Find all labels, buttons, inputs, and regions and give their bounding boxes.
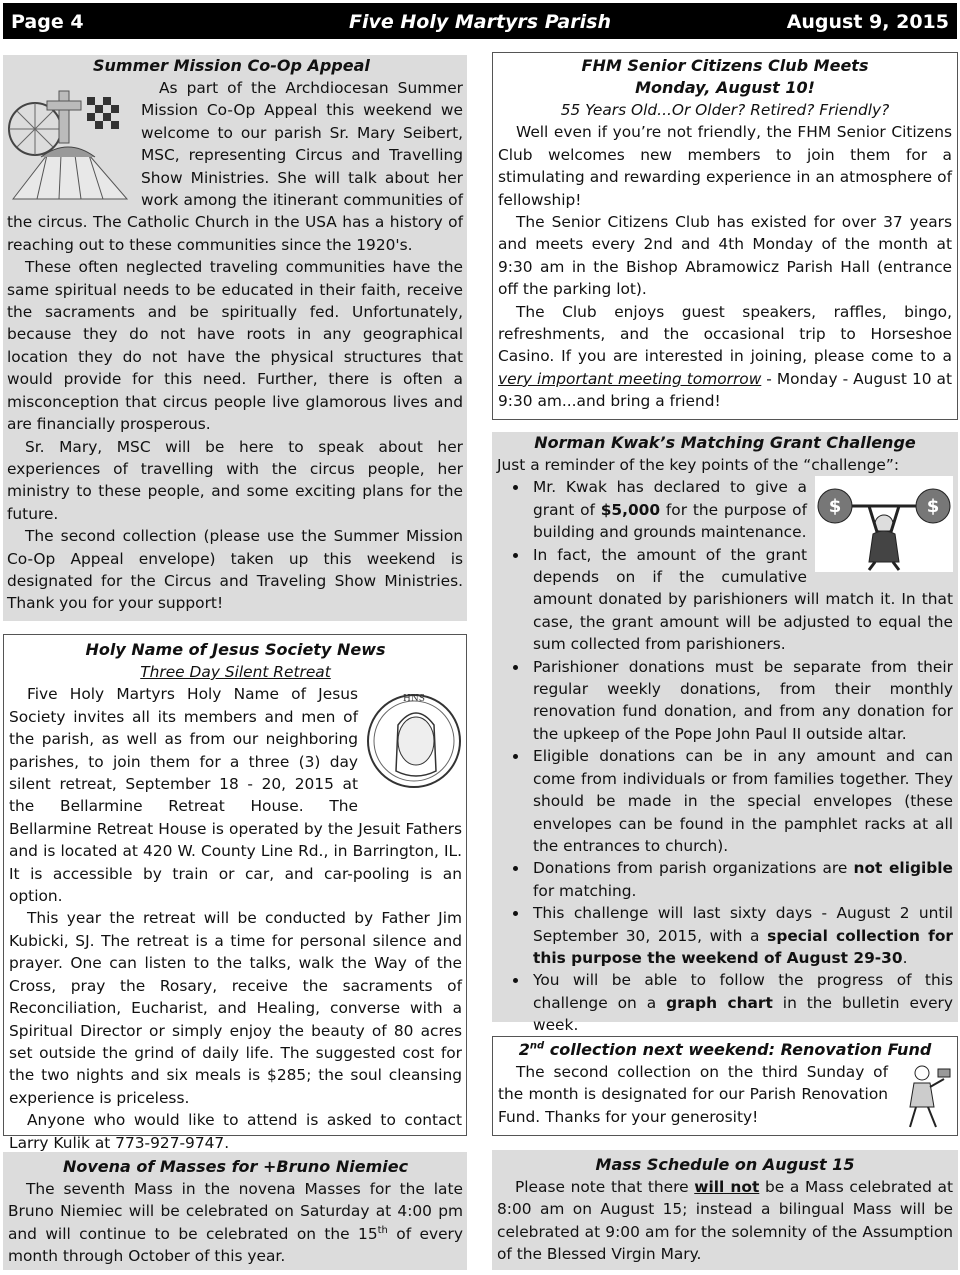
grant-point-3: • Parishioner donations must be separate from their regular weekly donations, from their monthly renovation fund donation, and from any donation for the upkeep of the Pope John Paul II outside altar. [529, 656, 953, 746]
person-with-money-image [896, 1063, 952, 1129]
senior-club-date: Monday, August 10! [635, 78, 815, 97]
senior-club-paragraph-2: The Senior Citizens Club has existed for over 37 years and meets every 2nd and 4th Monday of the month at 9:30 am in the Bishop Abramowicz Parish Hall (entrance off the parking lot). [498, 213, 952, 299]
senior-club-article [492, 52, 958, 420]
holy-name-article [3, 634, 467, 1152]
holy-name-subtitle: Three Day Silent Retreat [140, 663, 331, 681]
novena-article [3, 1152, 467, 1270]
grant-point-7: • You will be able to follow the progress of this challenge on a graph chart in the bulletin every week. [529, 969, 953, 1036]
senior-club-paragraph-1: Well even if you’re not friendly, the FHM Senior Citizens Club welcomes new members to join them for a stimulating and rewarding experience in an atmosphere of fellowship! [498, 123, 952, 209]
page-number: Page 4 [11, 11, 84, 33]
dollar-icon-right: $ [926, 496, 940, 518]
summer-mission-paragraph-3: Sr. Mary, MSC will be here to speak about her experiences of travelling with the circus people, her ministry to these people, and some exciting plans for the future. [7, 437, 463, 523]
parish-name: Five Holy Martyrs Parish [349, 11, 611, 33]
summer-mission-article [3, 55, 467, 621]
holy-name-paragraph-2: This year the retreat will be conducted by Father Jim Kubicki, SJ. The retreat is a time for personal silence and prayer. One can listen to the talks, walk the Way of the Cross, pray the Rosary, receive the sacraments of Reconciliation, Eucharist, and Healing, converse with a Spiritual Director or simply enjoy the beauty of 80 acres set outside the grind of daily life. The suggested cost for the two nights and six meals is $285; the soul cleansing experience is priceless. [9, 909, 462, 1107]
holy-name-title: Holy Name of Jesus Society News [85, 640, 386, 659]
renovation-fund-article [492, 1036, 958, 1136]
weightlifter-money-image [815, 476, 953, 572]
grant-challenge-intro: Just a reminder of the key points of the “challenge”: [497, 456, 900, 474]
renovation-fund-title: 2nd collection next weekend: Renovation Fund [518, 1040, 932, 1059]
grant-point-4: • Eligible donations can be in any amount and can come from individuals or from families together. They should be made in the special envelopes (these envelopes can be found in the pamphlet racks at all the entrances to church). [529, 745, 953, 857]
emblem-letters: HNS [403, 694, 425, 705]
senior-club-subtitle: 55 Years Old...Or Older? Retired? Friendly? [560, 101, 890, 119]
summer-mission-paragraph-4: The second collection (please use the Summer Mission Co-Op Appeal envelope) taken up this weekend is designated for the Circus and Traveling Show Ministries. Thank you for your support! [7, 527, 463, 613]
grant-point-6: • This challenge will last sixty days - August 2 until September 30, 2015, with a special collection for this purpose the weekend of August 29-30. [529, 902, 953, 969]
novena-paragraph: The seventh Mass in the novena Masses for the late Bruno Niemiec will be celebrated on Saturday at 4:00 pm and will continue to be celebrated on the 15th of every month through October of this year. [8, 1180, 463, 1266]
bulletin-date: August 9, 2015 [786, 11, 949, 33]
dollar-icon-left: $ [828, 496, 842, 518]
senior-club-title: FHM Senior Citizens Club Meets [581, 56, 869, 75]
holy-name-paragraph-1: Five Holy Martyrs Holy Name of Jesus Society invites all its members and men of the parish, as well as from our neighboring parishes, to join them for a three (3) day silent retreat, September 18 - 20, 2015 at the Bellarmine Retreat House. The Bellarmine Retreat House is operated by the Jesuit Fathers and is located at 420 W. County Line Rd., in Barrington, IL. It is accessible by train or car, and car-pooling is an option. [9, 685, 462, 906]
page-header [3, 3, 957, 39]
circus-ferris-wheel-image [7, 77, 133, 201]
senior-club-paragraph-3: The Club enjoys guest speakers, raffles, bingo, refreshments, and the occasional trip to Horseshoe Casino. If you are interested in joining, please come to a very important meeting tomorrow - Monday - August 10 at 9:30 am...and bring a friend! [498, 302, 952, 411]
holy-name-paragraph-3: Anyone who would like to attend is asked to contact Larry Kulik at 773-927-9747. [9, 1111, 462, 1152]
novena-title: Novena of Masses for +Bruno Niemiec [62, 1157, 409, 1176]
summer-mission-title: Summer Mission Co-Op Appeal [93, 56, 370, 75]
mass-schedule-title: Mass Schedule on August 15 [595, 1155, 855, 1174]
mass-schedule-paragraph: Please note that there will not be a Mass celebrated at 8:00 am on August 15; instead a bilingual Mass will be celebrated at 9:00 am for the solemnity of the Assumption of the Blessed Virgin Mary. [497, 1178, 953, 1264]
grant-point-5: • Donations from parish organizations are not eligible for matching. [529, 857, 953, 902]
summer-mission-paragraph-2: These often neglected traveling communities have the same spiritual needs to be educated in their faith, receive the sacraments and be spiritually fed. Unfortunately, because they do not have roots in any geographical location they do not have the physical structures that would provide for this need. Further, there is often a misconception that circus people live glamorous lives and are financially prosperous. [7, 258, 463, 434]
renovation-fund-paragraph: The second collection on the third Sunday of the month is designated for our Parish Renovation Fund. Thanks for your generosity! [498, 1063, 888, 1126]
summer-mission-paragraph-1: As part of the Archdiocesan Summer Mission Co-Op Appeal this weekend we welcome to our parish Sr. Mary Seibert, MSC, representing Circus and Travelling Show Ministries. She will talk about her work among the itinerant communities of the circus. The Catholic Church in the USA has a history of reaching out to these communities since the 1920's. [7, 79, 463, 254]
grant-point-1: • Mr. Kwak has declared to give a grant of $5,000 for the purpose of building and grounds maintenance. [529, 476, 953, 543]
grant-point-2: • In fact, the amount of the grant depends on if the cumulative amount donated by parishioners will match it. In that case, the grant amount will be adjusted to equal the sum collected from parishioners. [529, 544, 953, 656]
mass-schedule-article [492, 1150, 958, 1270]
holy-name-emblem-image [366, 685, 462, 795]
grant-challenge-title: Norman Kwak’s Matching Grant Challenge [534, 433, 916, 452]
grant-challenge-article [492, 432, 958, 1035]
